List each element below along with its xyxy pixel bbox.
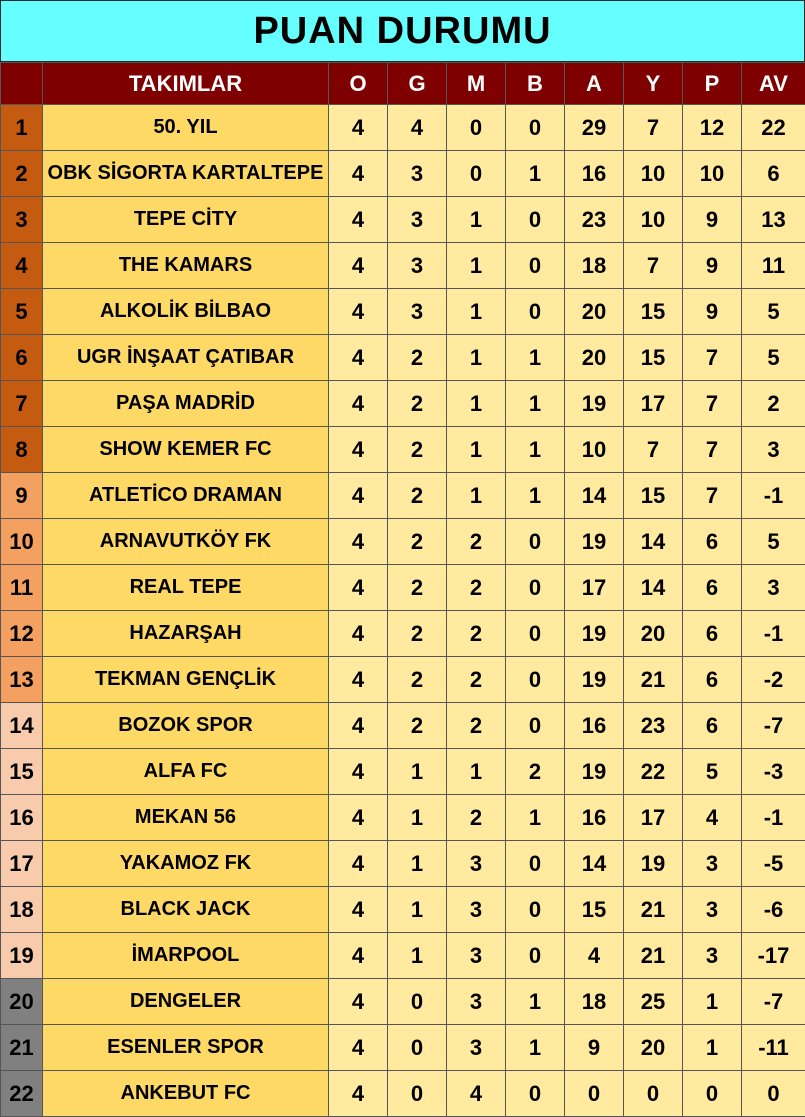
goal-difference-cell: -11 bbox=[742, 1025, 805, 1071]
table-row bbox=[1, 243, 805, 289]
drawn-cell: 0 bbox=[506, 197, 565, 243]
rank-cell: 5 bbox=[1, 289, 43, 335]
goal-difference-cell: 2 bbox=[742, 381, 805, 427]
played-cell: 4 bbox=[329, 749, 388, 795]
points-cell: 3 bbox=[683, 887, 742, 933]
drawn-cell: 0 bbox=[506, 105, 565, 151]
won-cell: 2 bbox=[388, 657, 447, 703]
team-name-cell: İMARPOOL bbox=[43, 933, 329, 979]
rank-cell: 14 bbox=[1, 703, 43, 749]
table-row bbox=[1, 565, 805, 611]
goals-against-cell: 19 bbox=[624, 841, 683, 887]
drawn-cell: 0 bbox=[506, 887, 565, 933]
table-row bbox=[1, 933, 805, 979]
played-cell: 4 bbox=[329, 473, 388, 519]
goals-for-cell: 19 bbox=[565, 749, 624, 795]
points-cell: 5 bbox=[683, 749, 742, 795]
goals-against-cell: 7 bbox=[624, 105, 683, 151]
table-row bbox=[1, 703, 805, 749]
drawn-cell: 0 bbox=[506, 519, 565, 565]
drawn-cell: 1 bbox=[506, 1025, 565, 1071]
rank-cell: 20 bbox=[1, 979, 43, 1025]
goal-difference-cell: -1 bbox=[742, 795, 805, 841]
team-name-cell: TEKMAN GENÇLİK bbox=[43, 657, 329, 703]
played-cell: 4 bbox=[329, 151, 388, 197]
team-name-cell: OBK SİGORTA KARTALTEPE bbox=[43, 151, 329, 197]
drawn-cell: 0 bbox=[506, 243, 565, 289]
won-cell: 2 bbox=[388, 381, 447, 427]
goals-for-cell: 0 bbox=[565, 1071, 624, 1117]
drawn-cell: 1 bbox=[506, 473, 565, 519]
lost-cell: 2 bbox=[447, 703, 506, 749]
lost-cell: 2 bbox=[447, 657, 506, 703]
points-cell: 0 bbox=[683, 1071, 742, 1117]
played-cell: 4 bbox=[329, 1071, 388, 1117]
drawn-cell: 0 bbox=[506, 289, 565, 335]
rank-cell: 8 bbox=[1, 427, 43, 473]
lost-cell: 1 bbox=[447, 335, 506, 381]
goals-for-cell: 16 bbox=[565, 703, 624, 749]
played-cell: 4 bbox=[329, 887, 388, 933]
rank-cell: 1 bbox=[1, 105, 43, 151]
goal-difference-cell: -7 bbox=[742, 703, 805, 749]
goals-against-cell: 14 bbox=[624, 565, 683, 611]
points-cell: 9 bbox=[683, 243, 742, 289]
won-cell: 2 bbox=[388, 565, 447, 611]
goals-against-cell: 0 bbox=[624, 1071, 683, 1117]
goals-against-cell: 22 bbox=[624, 749, 683, 795]
team-name-cell: TEPE CİTY bbox=[43, 197, 329, 243]
played-cell: 4 bbox=[329, 335, 388, 381]
rank-cell: 18 bbox=[1, 887, 43, 933]
goals-for-cell: 19 bbox=[565, 611, 624, 657]
points-cell: 4 bbox=[683, 795, 742, 841]
header-goals-against: Y bbox=[624, 63, 683, 105]
header-goal-difference: AV bbox=[742, 63, 805, 105]
won-cell: 2 bbox=[388, 519, 447, 565]
drawn-cell: 1 bbox=[506, 151, 565, 197]
table-row bbox=[1, 197, 805, 243]
goals-for-cell: 14 bbox=[565, 841, 624, 887]
rank-cell: 11 bbox=[1, 565, 43, 611]
team-name-cell: ARNAVUTKÖY FK bbox=[43, 519, 329, 565]
rank-cell: 19 bbox=[1, 933, 43, 979]
lost-cell: 3 bbox=[447, 887, 506, 933]
team-name-cell: SHOW KEMER FC bbox=[43, 427, 329, 473]
won-cell: 1 bbox=[388, 749, 447, 795]
goals-against-cell: 20 bbox=[624, 611, 683, 657]
team-name-cell: ATLETİCO DRAMAN bbox=[43, 473, 329, 519]
goals-against-cell: 15 bbox=[624, 335, 683, 381]
table-row bbox=[1, 841, 805, 887]
goals-for-cell: 19 bbox=[565, 657, 624, 703]
goal-difference-cell: 11 bbox=[742, 243, 805, 289]
rank-cell: 6 bbox=[1, 335, 43, 381]
rank-cell: 22 bbox=[1, 1071, 43, 1117]
goals-for-cell: 16 bbox=[565, 795, 624, 841]
team-name-cell: UGR İNŞAAT ÇATIBAR bbox=[43, 335, 329, 381]
rank-cell: 17 bbox=[1, 841, 43, 887]
goal-difference-cell: 22 bbox=[742, 105, 805, 151]
points-cell: 9 bbox=[683, 289, 742, 335]
team-name-cell: THE KAMARS bbox=[43, 243, 329, 289]
goals-for-cell: 18 bbox=[565, 243, 624, 289]
rank-cell: 12 bbox=[1, 611, 43, 657]
team-name-cell: DENGELER bbox=[43, 979, 329, 1025]
won-cell: 1 bbox=[388, 841, 447, 887]
goal-difference-cell: -17 bbox=[742, 933, 805, 979]
played-cell: 4 bbox=[329, 703, 388, 749]
rank-cell: 4 bbox=[1, 243, 43, 289]
goals-for-cell: 23 bbox=[565, 197, 624, 243]
won-cell: 2 bbox=[388, 611, 447, 657]
header-rank bbox=[1, 63, 43, 105]
lost-cell: 3 bbox=[447, 1025, 506, 1071]
won-cell: 2 bbox=[388, 427, 447, 473]
table-row bbox=[1, 289, 805, 335]
goal-difference-cell: 5 bbox=[742, 335, 805, 381]
table-row bbox=[1, 795, 805, 841]
played-cell: 4 bbox=[329, 933, 388, 979]
points-cell: 10 bbox=[683, 151, 742, 197]
header-team: TAKIMLAR bbox=[43, 63, 329, 105]
table-row bbox=[1, 335, 805, 381]
played-cell: 4 bbox=[329, 565, 388, 611]
goal-difference-cell: -2 bbox=[742, 657, 805, 703]
goals-against-cell: 25 bbox=[624, 979, 683, 1025]
goals-against-cell: 17 bbox=[624, 381, 683, 427]
points-cell: 6 bbox=[683, 565, 742, 611]
rank-cell: 13 bbox=[1, 657, 43, 703]
played-cell: 4 bbox=[329, 381, 388, 427]
title-bar bbox=[0, 0, 805, 62]
drawn-cell: 0 bbox=[506, 657, 565, 703]
lost-cell: 1 bbox=[447, 197, 506, 243]
won-cell: 1 bbox=[388, 795, 447, 841]
rank-cell: 21 bbox=[1, 1025, 43, 1071]
goals-against-cell: 21 bbox=[624, 933, 683, 979]
rank-cell: 10 bbox=[1, 519, 43, 565]
header-drawn: B bbox=[506, 63, 565, 105]
lost-cell: 1 bbox=[447, 243, 506, 289]
lost-cell: 1 bbox=[447, 473, 506, 519]
drawn-cell: 0 bbox=[506, 933, 565, 979]
lost-cell: 1 bbox=[447, 749, 506, 795]
rank-cell: 16 bbox=[1, 795, 43, 841]
table-row bbox=[1, 519, 805, 565]
goals-against-cell: 10 bbox=[624, 197, 683, 243]
drawn-cell: 1 bbox=[506, 795, 565, 841]
points-cell: 7 bbox=[683, 427, 742, 473]
team-name-cell: YAKAMOZ FK bbox=[43, 841, 329, 887]
lost-cell: 1 bbox=[447, 427, 506, 473]
goals-for-cell: 10 bbox=[565, 427, 624, 473]
goals-for-cell: 29 bbox=[565, 105, 624, 151]
goal-difference-cell: 3 bbox=[742, 427, 805, 473]
team-name-cell: PAŞA MADRİD bbox=[43, 381, 329, 427]
header-won: G bbox=[388, 63, 447, 105]
drawn-cell: 0 bbox=[506, 703, 565, 749]
goals-for-cell: 19 bbox=[565, 519, 624, 565]
team-name-cell: MEKAN 56 bbox=[43, 795, 329, 841]
points-cell: 6 bbox=[683, 657, 742, 703]
goal-difference-cell: 13 bbox=[742, 197, 805, 243]
played-cell: 4 bbox=[329, 841, 388, 887]
lost-cell: 3 bbox=[447, 933, 506, 979]
lost-cell: 3 bbox=[447, 979, 506, 1025]
points-cell: 7 bbox=[683, 473, 742, 519]
drawn-cell: 2 bbox=[506, 749, 565, 795]
lost-cell: 2 bbox=[447, 519, 506, 565]
played-cell: 4 bbox=[329, 979, 388, 1025]
points-cell: 7 bbox=[683, 381, 742, 427]
team-name-cell: BLACK JACK bbox=[43, 887, 329, 933]
won-cell: 3 bbox=[388, 289, 447, 335]
goals-for-cell: 17 bbox=[565, 565, 624, 611]
goals-against-cell: 23 bbox=[624, 703, 683, 749]
goals-for-cell: 19 bbox=[565, 381, 624, 427]
drawn-cell: 1 bbox=[506, 335, 565, 381]
goals-for-cell: 4 bbox=[565, 933, 624, 979]
played-cell: 4 bbox=[329, 1025, 388, 1071]
played-cell: 4 bbox=[329, 611, 388, 657]
team-name-cell: ESENLER SPOR bbox=[43, 1025, 329, 1071]
goals-against-cell: 17 bbox=[624, 795, 683, 841]
goals-against-cell: 7 bbox=[624, 243, 683, 289]
team-name-cell: ALKOLİK BİLBAO bbox=[43, 289, 329, 335]
won-cell: 0 bbox=[388, 979, 447, 1025]
lost-cell: 1 bbox=[447, 381, 506, 427]
goal-difference-cell: -6 bbox=[742, 887, 805, 933]
goals-against-cell: 7 bbox=[624, 427, 683, 473]
goal-difference-cell: -7 bbox=[742, 979, 805, 1025]
points-cell: 6 bbox=[683, 611, 742, 657]
goal-difference-cell: -1 bbox=[742, 473, 805, 519]
table-row bbox=[1, 381, 805, 427]
table-row bbox=[1, 473, 805, 519]
goals-against-cell: 15 bbox=[624, 473, 683, 519]
lost-cell: 2 bbox=[447, 795, 506, 841]
goal-difference-cell: 5 bbox=[742, 519, 805, 565]
goal-difference-cell: -3 bbox=[742, 749, 805, 795]
drawn-cell: 1 bbox=[506, 427, 565, 473]
played-cell: 4 bbox=[329, 243, 388, 289]
table-row bbox=[1, 151, 805, 197]
table-row bbox=[1, 1071, 805, 1117]
lost-cell: 2 bbox=[447, 565, 506, 611]
drawn-cell: 1 bbox=[506, 979, 565, 1025]
drawn-cell: 0 bbox=[506, 841, 565, 887]
lost-cell: 2 bbox=[447, 611, 506, 657]
goal-difference-cell: -5 bbox=[742, 841, 805, 887]
goals-for-cell: 9 bbox=[565, 1025, 624, 1071]
goal-difference-cell: -1 bbox=[742, 611, 805, 657]
won-cell: 2 bbox=[388, 335, 447, 381]
goal-difference-cell: 6 bbox=[742, 151, 805, 197]
points-cell: 7 bbox=[683, 335, 742, 381]
page-title: PUAN DURUMU bbox=[253, 9, 552, 52]
played-cell: 4 bbox=[329, 795, 388, 841]
goals-for-cell: 16 bbox=[565, 151, 624, 197]
goal-difference-cell: 3 bbox=[742, 565, 805, 611]
table-header-row bbox=[1, 63, 805, 105]
played-cell: 4 bbox=[329, 289, 388, 335]
drawn-cell: 0 bbox=[506, 611, 565, 657]
lost-cell: 0 bbox=[447, 105, 506, 151]
header-played: O bbox=[329, 63, 388, 105]
table-row bbox=[1, 105, 805, 151]
goals-for-cell: 20 bbox=[565, 335, 624, 381]
team-name-cell: ANKEBUT FC bbox=[43, 1071, 329, 1117]
goals-against-cell: 20 bbox=[624, 1025, 683, 1071]
points-cell: 3 bbox=[683, 933, 742, 979]
points-cell: 12 bbox=[683, 105, 742, 151]
team-name-cell: BOZOK SPOR bbox=[43, 703, 329, 749]
won-cell: 0 bbox=[388, 1025, 447, 1071]
table-row bbox=[1, 749, 805, 795]
points-cell: 1 bbox=[683, 979, 742, 1025]
header-goals-for: A bbox=[565, 63, 624, 105]
rank-cell: 2 bbox=[1, 151, 43, 197]
goals-for-cell: 20 bbox=[565, 289, 624, 335]
won-cell: 4 bbox=[388, 105, 447, 151]
points-cell: 6 bbox=[683, 703, 742, 749]
played-cell: 4 bbox=[329, 657, 388, 703]
table-row bbox=[1, 887, 805, 933]
table-row bbox=[1, 1025, 805, 1071]
table-row bbox=[1, 611, 805, 657]
drawn-cell: 0 bbox=[506, 1071, 565, 1117]
lost-cell: 0 bbox=[447, 151, 506, 197]
goals-for-cell: 14 bbox=[565, 473, 624, 519]
points-cell: 1 bbox=[683, 1025, 742, 1071]
team-name-cell: 50. YIL bbox=[43, 105, 329, 151]
rank-cell: 7 bbox=[1, 381, 43, 427]
won-cell: 2 bbox=[388, 473, 447, 519]
played-cell: 4 bbox=[329, 105, 388, 151]
drawn-cell: 0 bbox=[506, 565, 565, 611]
points-cell: 3 bbox=[683, 841, 742, 887]
goals-for-cell: 18 bbox=[565, 979, 624, 1025]
goals-for-cell: 15 bbox=[565, 887, 624, 933]
points-cell: 9 bbox=[683, 197, 742, 243]
table-row bbox=[1, 657, 805, 703]
header-points: P bbox=[683, 63, 742, 105]
won-cell: 2 bbox=[388, 703, 447, 749]
rank-cell: 15 bbox=[1, 749, 43, 795]
won-cell: 3 bbox=[388, 151, 447, 197]
played-cell: 4 bbox=[329, 197, 388, 243]
team-name-cell: ALFA FC bbox=[43, 749, 329, 795]
played-cell: 4 bbox=[329, 427, 388, 473]
points-cell: 6 bbox=[683, 519, 742, 565]
team-name-cell: REAL TEPE bbox=[43, 565, 329, 611]
lost-cell: 3 bbox=[447, 841, 506, 887]
table-row bbox=[1, 979, 805, 1025]
won-cell: 1 bbox=[388, 887, 447, 933]
standings-table bbox=[0, 62, 805, 1117]
goals-against-cell: 14 bbox=[624, 519, 683, 565]
table-body bbox=[1, 105, 805, 1117]
table-row bbox=[1, 427, 805, 473]
won-cell: 3 bbox=[388, 243, 447, 289]
lost-cell: 4 bbox=[447, 1071, 506, 1117]
goals-against-cell: 10 bbox=[624, 151, 683, 197]
goals-against-cell: 21 bbox=[624, 887, 683, 933]
played-cell: 4 bbox=[329, 519, 388, 565]
won-cell: 0 bbox=[388, 1071, 447, 1117]
rank-cell: 9 bbox=[1, 473, 43, 519]
team-name-cell: HAZARŞAH bbox=[43, 611, 329, 657]
goals-against-cell: 21 bbox=[624, 657, 683, 703]
lost-cell: 1 bbox=[447, 289, 506, 335]
goal-difference-cell: 5 bbox=[742, 289, 805, 335]
drawn-cell: 1 bbox=[506, 381, 565, 427]
rank-cell: 3 bbox=[1, 197, 43, 243]
goal-difference-cell: 0 bbox=[742, 1071, 805, 1117]
header-lost: M bbox=[447, 63, 506, 105]
goals-against-cell: 15 bbox=[624, 289, 683, 335]
won-cell: 1 bbox=[388, 933, 447, 979]
won-cell: 3 bbox=[388, 197, 447, 243]
